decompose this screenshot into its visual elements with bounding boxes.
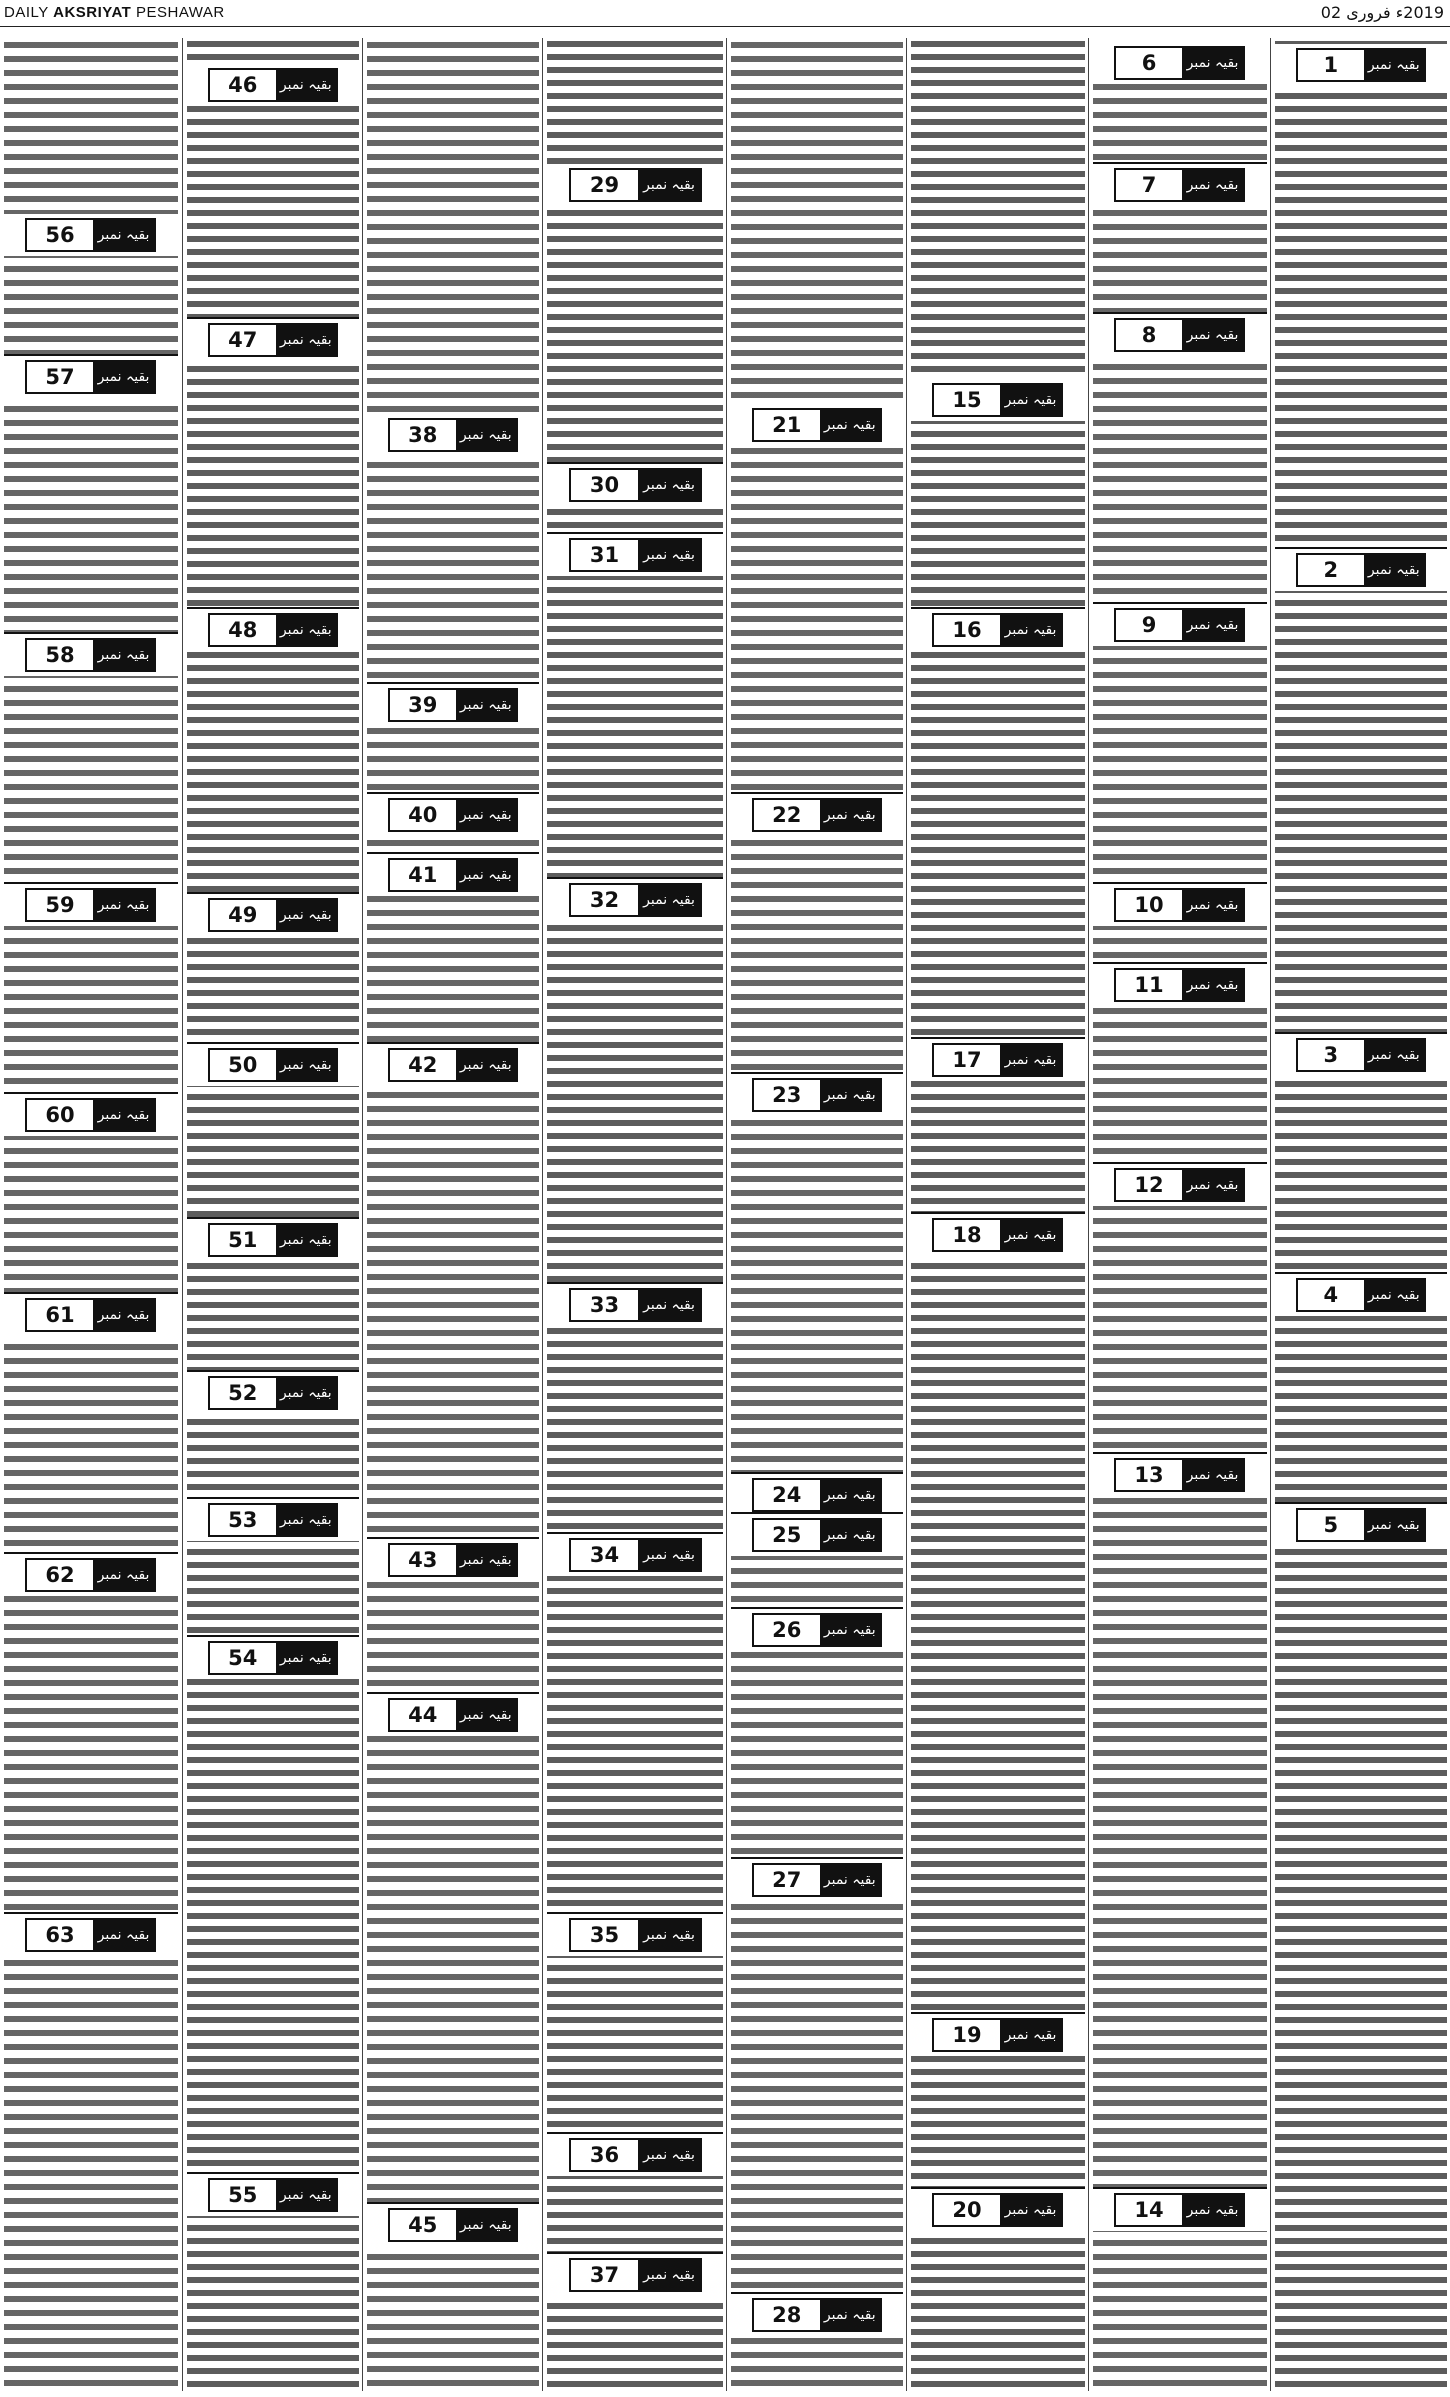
section-rule bbox=[367, 792, 539, 794]
continuation-number: 16 bbox=[952, 618, 982, 642]
continuation-page bbox=[0, 28, 1450, 2397]
continuation-number: 43 bbox=[408, 1548, 438, 1572]
continuation-number: 26 bbox=[772, 1618, 802, 1642]
continuation-box bbox=[25, 888, 156, 922]
column-7 bbox=[1088, 38, 1271, 2391]
section-rule bbox=[1093, 162, 1267, 164]
section-rule bbox=[187, 1635, 359, 1637]
continuation-box bbox=[752, 1863, 882, 1897]
section-rule bbox=[367, 682, 539, 684]
continuation-box bbox=[1296, 48, 1426, 82]
continuation-number: 19 bbox=[952, 2023, 982, 2047]
section-rule bbox=[4, 1092, 178, 1094]
continuation-box bbox=[932, 613, 1063, 647]
continuation-label: بقیہ نمبر bbox=[93, 1560, 154, 1590]
brand-name: AKSRIYAT bbox=[53, 4, 132, 21]
continuation-box bbox=[1114, 608, 1245, 642]
continuation-box bbox=[752, 2298, 882, 2332]
continuation-box bbox=[208, 1048, 338, 1082]
continuation-label: بقیہ نمبر bbox=[276, 1643, 336, 1673]
section-rule bbox=[1093, 962, 1267, 964]
continuation-label: بقیہ نمبر bbox=[1182, 890, 1243, 920]
continuation-label: بقیہ نمبر bbox=[93, 1920, 154, 1950]
continuation-number: 52 bbox=[228, 1381, 258, 1405]
continuation-number: 41 bbox=[408, 863, 438, 887]
continuation-number: 39 bbox=[408, 693, 438, 717]
continuation-label: بقیہ نمبر bbox=[820, 410, 880, 440]
continuation-label: بقیہ نمبر bbox=[1182, 1170, 1243, 1200]
continuation-box bbox=[388, 688, 518, 722]
section-rule bbox=[187, 317, 359, 319]
section-rule bbox=[367, 2202, 539, 2204]
continuation-number: 25 bbox=[772, 1523, 802, 1547]
continuation-number: 24 bbox=[772, 1483, 802, 1507]
continuation-box bbox=[25, 1298, 156, 1332]
continuation-number: 35 bbox=[589, 1923, 620, 1947]
column-2 bbox=[182, 38, 363, 2391]
continuation-label: بقیہ نمبر bbox=[638, 170, 700, 200]
section-rule bbox=[547, 1912, 723, 1914]
continuation-label: بقیہ نمبر bbox=[1182, 610, 1243, 640]
continuation-box bbox=[1296, 1508, 1426, 1542]
continuation-number: 51 bbox=[228, 1228, 258, 1252]
section-rule bbox=[4, 354, 178, 356]
continuation-box bbox=[569, 538, 702, 572]
continuation-box bbox=[388, 798, 518, 832]
continuation-label: بقیہ نمبر bbox=[276, 70, 336, 100]
continuation-label: بقیہ نمبر bbox=[456, 1050, 516, 1080]
continuation-box bbox=[569, 468, 702, 502]
section-rule bbox=[4, 1552, 178, 1554]
continuation-number: 23 bbox=[772, 1083, 802, 1107]
continuation-box bbox=[569, 1918, 702, 1952]
continuation-label: بقیہ نمبر bbox=[820, 2300, 880, 2330]
text-column-body bbox=[367, 38, 539, 2391]
masthead bbox=[0, 0, 1450, 27]
section-rule bbox=[187, 1370, 359, 1372]
continuation-label: بقیہ نمبر bbox=[276, 1505, 336, 1535]
section-rule bbox=[547, 877, 723, 879]
continuation-number: 18 bbox=[952, 1223, 982, 1247]
continuation-box bbox=[752, 408, 882, 442]
section-rule bbox=[187, 1497, 359, 1499]
text-column-body bbox=[731, 38, 903, 2391]
continuation-box bbox=[1296, 1278, 1426, 1312]
continuation-box bbox=[932, 2193, 1063, 2227]
section-rule bbox=[187, 892, 359, 894]
section-rule bbox=[4, 632, 178, 634]
section-rule bbox=[1275, 1502, 1447, 1504]
continuation-number: 55 bbox=[228, 2183, 258, 2207]
continuation-box bbox=[752, 1518, 882, 1552]
continuation-label: بقیہ نمبر bbox=[1000, 1045, 1061, 1075]
newspaper-name bbox=[4, 4, 225, 21]
continuation-label: بقیہ نمبر bbox=[1364, 1510, 1424, 1540]
continuation-label: بقیہ نمبر bbox=[93, 1100, 154, 1130]
section-rule bbox=[367, 852, 539, 854]
continuation-label: بقیہ نمبر bbox=[1182, 320, 1243, 350]
continuation-number: 50 bbox=[228, 1053, 258, 1077]
continuation-number: 46 bbox=[228, 73, 258, 97]
column-8 bbox=[1270, 38, 1450, 2391]
text-column-body bbox=[547, 38, 723, 2391]
column-4 bbox=[542, 38, 727, 2391]
section-rule bbox=[731, 1472, 903, 1474]
continuation-box bbox=[569, 883, 702, 917]
continuation-number: 57 bbox=[45, 365, 75, 389]
section-rule bbox=[187, 607, 359, 609]
continuation-number: 60 bbox=[45, 1103, 75, 1127]
continuation-box bbox=[208, 1223, 338, 1257]
continuation-box bbox=[1114, 968, 1245, 1002]
continuation-number: 30 bbox=[589, 473, 620, 497]
continuation-label: بقیہ نمبر bbox=[1364, 50, 1424, 80]
section-rule bbox=[1093, 312, 1267, 314]
continuation-number: 61 bbox=[45, 1303, 75, 1327]
section-rule bbox=[911, 607, 1085, 609]
continuation-label: بقیہ نمبر bbox=[93, 890, 154, 920]
continuation-box bbox=[932, 1218, 1063, 1252]
continuation-number: 38 bbox=[408, 423, 438, 447]
text-column-body bbox=[1093, 38, 1267, 2391]
continuation-number: 8 bbox=[1141, 323, 1157, 347]
section-rule bbox=[1093, 1162, 1267, 1164]
continuation-number: 22 bbox=[772, 803, 802, 827]
continuation-label: بقیہ نمبر bbox=[93, 640, 154, 670]
continuation-number: 2 bbox=[1323, 558, 1339, 582]
continuation-box bbox=[25, 218, 156, 252]
continuation-label: بقیہ نمبر bbox=[456, 1545, 516, 1575]
section-rule bbox=[367, 1692, 539, 1694]
continuation-box bbox=[388, 418, 518, 452]
continuation-number: 28 bbox=[772, 2303, 802, 2327]
text-column-body bbox=[187, 38, 359, 2391]
column-6 bbox=[906, 38, 1089, 2391]
continuation-number: 58 bbox=[45, 643, 75, 667]
continuation-box bbox=[752, 1478, 882, 1512]
section-rule bbox=[187, 1042, 359, 1044]
continuation-number: 14 bbox=[1134, 2198, 1164, 2222]
continuation-box bbox=[208, 68, 338, 102]
section-rule bbox=[911, 2012, 1085, 2014]
continuation-number: 11 bbox=[1134, 973, 1164, 997]
section-rule bbox=[547, 1282, 723, 1284]
section-rule bbox=[1093, 2187, 1267, 2189]
section-rule bbox=[731, 1857, 903, 1859]
continuation-number: 36 bbox=[589, 2143, 620, 2167]
continuation-number: 47 bbox=[228, 328, 258, 352]
continuation-label: بقیہ نمبر bbox=[1000, 2195, 1061, 2225]
text-column-body bbox=[1275, 38, 1447, 2391]
section-rule bbox=[1275, 1272, 1447, 1274]
continuation-label: بقیہ نمبر bbox=[1000, 615, 1061, 645]
continuation-label: بقیہ نمبر bbox=[638, 1540, 700, 1570]
section-rule bbox=[547, 462, 723, 464]
continuation-label: بقیہ نمبر bbox=[1364, 555, 1424, 585]
continuation-label: بقیہ نمبر bbox=[276, 900, 336, 930]
continuation-box bbox=[208, 1641, 338, 1675]
continuation-box bbox=[388, 1543, 518, 1577]
continuation-label: بقیہ نمبر bbox=[820, 800, 880, 830]
continuation-box bbox=[208, 613, 338, 647]
continuation-number: 10 bbox=[1134, 893, 1164, 917]
continuation-number: 53 bbox=[228, 1508, 258, 1532]
continuation-label: بقیہ نمبر bbox=[1182, 970, 1243, 1000]
section-rule bbox=[187, 1217, 359, 1219]
section-rule bbox=[4, 1292, 178, 1294]
continuation-label: بقیہ نمبر bbox=[638, 2140, 700, 2170]
continuation-label: بقیہ نمبر bbox=[1182, 1460, 1243, 1490]
continuation-label: بقیہ نمبر bbox=[638, 885, 700, 915]
continuation-number: 49 bbox=[228, 903, 258, 927]
continuation-number: 13 bbox=[1134, 1463, 1164, 1487]
continuation-label: بقیہ نمبر bbox=[638, 470, 700, 500]
continuation-number: 34 bbox=[589, 1543, 620, 1567]
continuation-box bbox=[1114, 2193, 1245, 2227]
section-rule bbox=[547, 1532, 723, 1534]
section-rule bbox=[1093, 602, 1267, 604]
continuation-label: بقیہ نمبر bbox=[820, 1080, 880, 1110]
continuation-number: 1 bbox=[1323, 53, 1339, 77]
continuation-number: 54 bbox=[228, 1646, 258, 1670]
continuation-box bbox=[1114, 168, 1245, 202]
continuation-label: بقیہ نمبر bbox=[276, 1225, 336, 1255]
continuation-label: بقیہ نمبر bbox=[638, 540, 700, 570]
continuation-number: 31 bbox=[589, 543, 620, 567]
continuation-box bbox=[25, 360, 156, 394]
section-rule bbox=[187, 2172, 359, 2174]
continuation-box bbox=[569, 1288, 702, 1322]
continuation-label: بقیہ نمبر bbox=[638, 1290, 700, 1320]
continuation-number: 29 bbox=[589, 173, 620, 197]
continuation-number: 37 bbox=[589, 2263, 620, 2287]
continuation-box bbox=[25, 638, 156, 672]
continuation-box bbox=[208, 898, 338, 932]
continuation-label: بقیہ نمبر bbox=[1000, 385, 1061, 415]
section-rule bbox=[1093, 1452, 1267, 1454]
continuation-number: 42 bbox=[408, 1053, 438, 1077]
section-rule bbox=[731, 792, 903, 794]
continuation-box bbox=[569, 2258, 702, 2292]
continuation-label: بقیہ نمبر bbox=[93, 220, 154, 250]
continuation-label: بقیہ نمبر bbox=[820, 1615, 880, 1645]
section-rule bbox=[911, 1212, 1085, 1214]
continuation-box bbox=[1114, 888, 1245, 922]
continuation-number: 27 bbox=[772, 1868, 802, 1892]
continuation-box bbox=[388, 1048, 518, 1082]
continuation-label: بقیہ نمبر bbox=[456, 860, 516, 890]
continuation-box bbox=[208, 323, 338, 357]
section-rule bbox=[911, 2187, 1085, 2189]
continuation-label: بقیہ نمبر bbox=[820, 1480, 880, 1510]
continuation-number: 56 bbox=[45, 223, 75, 247]
section-rule bbox=[367, 1042, 539, 1044]
continuation-box bbox=[1114, 1458, 1245, 1492]
continuation-label: بقیہ نمبر bbox=[638, 2260, 700, 2290]
continuation-number: 33 bbox=[589, 1293, 620, 1317]
continuation-label: بقیہ نمبر bbox=[276, 325, 336, 355]
continuation-box bbox=[932, 383, 1063, 417]
section-rule bbox=[911, 1037, 1085, 1039]
section-rule bbox=[547, 2252, 723, 2254]
continuation-number: 9 bbox=[1141, 613, 1157, 637]
continuation-box bbox=[388, 2208, 518, 2242]
continuation-number: 63 bbox=[45, 1923, 75, 1947]
continuation-number: 21 bbox=[772, 413, 802, 437]
continuation-label: بقیہ نمبر bbox=[1182, 48, 1243, 78]
section-rule bbox=[547, 532, 723, 534]
section-rule bbox=[731, 2292, 903, 2294]
continuation-label: بقیہ نمبر bbox=[1364, 1040, 1424, 1070]
section-rule bbox=[547, 2132, 723, 2134]
continuation-box bbox=[208, 1503, 338, 1537]
column-5 bbox=[726, 38, 907, 2391]
continuation-number: 59 bbox=[45, 893, 75, 917]
continuation-number: 6 bbox=[1141, 51, 1157, 75]
continuation-box bbox=[25, 1098, 156, 1132]
continuation-label: بقیہ نمبر bbox=[1000, 2020, 1061, 2050]
continuation-label: بقیہ نمبر bbox=[456, 800, 516, 830]
continuation-box bbox=[208, 2178, 338, 2212]
date-line: 2019ء فروری 02 bbox=[1320, 3, 1444, 22]
continuation-number: 17 bbox=[952, 1048, 982, 1072]
section-rule bbox=[1275, 1032, 1447, 1034]
continuation-box bbox=[1296, 1038, 1426, 1072]
continuation-number: 3 bbox=[1323, 1043, 1339, 1067]
section-rule bbox=[1093, 882, 1267, 884]
continuation-box bbox=[569, 2138, 702, 2172]
continuation-box bbox=[569, 1538, 702, 1572]
continuation-label: بقیہ نمبر bbox=[820, 1520, 880, 1550]
continuation-box bbox=[752, 1078, 882, 1112]
section-rule bbox=[731, 1512, 903, 1514]
section-rule bbox=[1275, 547, 1447, 549]
continuation-box bbox=[208, 1376, 338, 1410]
continuation-number: 45 bbox=[408, 2213, 438, 2237]
continuation-box bbox=[932, 1043, 1063, 1077]
continuation-label: بقیہ نمبر bbox=[276, 1050, 336, 1080]
continuation-number: 5 bbox=[1323, 1513, 1339, 1537]
continuation-label: بقیہ نمبر bbox=[456, 1700, 516, 1730]
continuation-label: بقیہ نمبر bbox=[820, 1865, 880, 1895]
continuation-label: بقیہ نمبر bbox=[638, 1920, 700, 1950]
continuation-label: بقیہ نمبر bbox=[1182, 2195, 1243, 2225]
continuation-number: 62 bbox=[45, 1563, 75, 1587]
section-rule bbox=[731, 1072, 903, 1074]
continuation-number: 7 bbox=[1141, 173, 1157, 197]
section-rule bbox=[4, 1912, 178, 1914]
continuation-label: بقیہ نمبر bbox=[276, 2180, 336, 2210]
continuation-label: بقیہ نمبر bbox=[1000, 1220, 1061, 1250]
continuation-box bbox=[752, 1613, 882, 1647]
continuation-label: بقیہ نمبر bbox=[93, 1300, 154, 1330]
continuation-box bbox=[752, 798, 882, 832]
continuation-box bbox=[388, 1698, 518, 1732]
continuation-box bbox=[25, 1558, 156, 1592]
continuation-box bbox=[1114, 46, 1245, 80]
continuation-number: 12 bbox=[1134, 1173, 1164, 1197]
continuation-number: 48 bbox=[228, 618, 258, 642]
continuation-number: 20 bbox=[952, 2198, 982, 2222]
city: PESHAWAR bbox=[136, 4, 225, 21]
continuation-label: بقیہ نمبر bbox=[456, 420, 516, 450]
continuation-label: بقیہ نمبر bbox=[276, 615, 336, 645]
column-1 bbox=[0, 38, 182, 2391]
continuation-box bbox=[388, 858, 518, 892]
continuation-label: بقیہ نمبر bbox=[93, 362, 154, 392]
continuation-label: بقیہ نمبر bbox=[456, 2210, 516, 2240]
continuation-box bbox=[25, 1918, 156, 1952]
section-rule bbox=[4, 882, 178, 884]
continuation-number: 40 bbox=[408, 803, 438, 827]
brand-prefix: DAILY bbox=[4, 4, 49, 21]
continuation-label: بقیہ نمبر bbox=[1364, 1280, 1424, 1310]
continuation-box bbox=[1296, 553, 1426, 587]
continuation-number: 32 bbox=[589, 888, 620, 912]
continuation-box bbox=[1114, 1168, 1245, 1202]
continuation-box bbox=[932, 2018, 1063, 2052]
section-rule bbox=[367, 1537, 539, 1539]
section-rule bbox=[731, 1607, 903, 1609]
continuation-number: 15 bbox=[952, 388, 982, 412]
column-3 bbox=[362, 38, 543, 2391]
continuation-label: بقیہ نمبر bbox=[456, 690, 516, 720]
continuation-box bbox=[1114, 318, 1245, 352]
continuation-box bbox=[569, 168, 702, 202]
continuation-label: بقیہ نمبر bbox=[276, 1378, 336, 1408]
continuation-label: بقیہ نمبر bbox=[1182, 170, 1243, 200]
continuation-number: 44 bbox=[408, 1703, 438, 1727]
continuation-number: 4 bbox=[1323, 1283, 1339, 1307]
